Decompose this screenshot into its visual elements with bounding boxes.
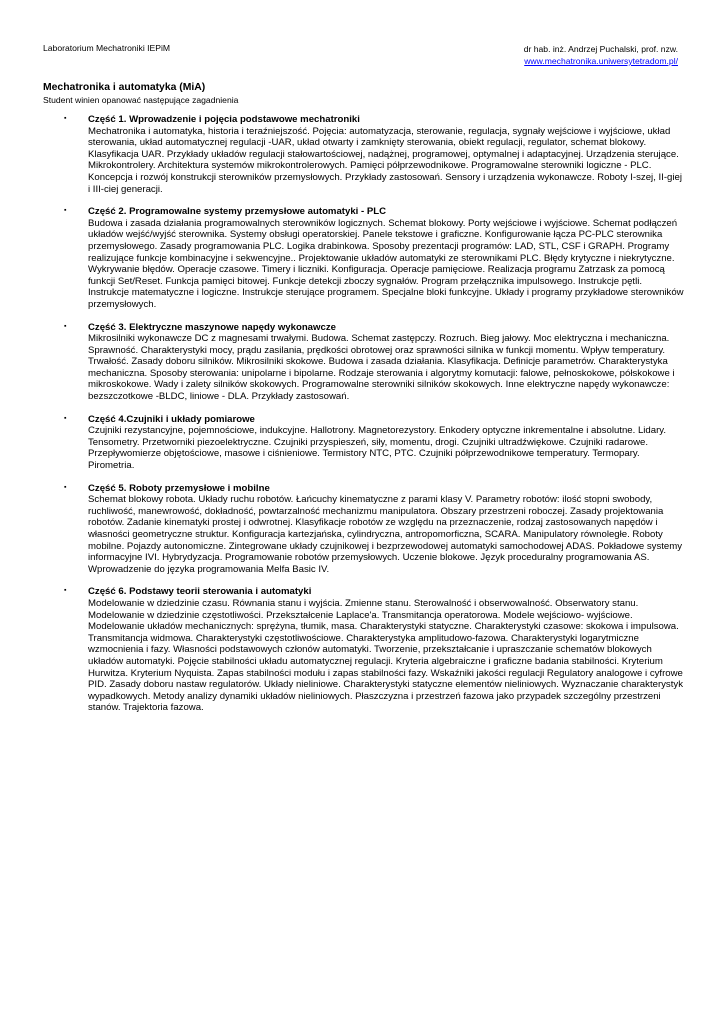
section-title: Część 5. Roboty przemysłowe i mobilne [88, 482, 270, 494]
section-title: Część 6. Podstawy teorii sterowania i automatyki [88, 586, 312, 598]
section-text: Schemat blokowy robota. Układy ruchu robotów. Łańcuchy kinematyczne z parami klasy V. Parametry robotów: ilość stopni swobody, ruchliwość, manewrowość, dokładność, powtarzalność mechanizmu manipulatora. Obszary przestrzeni roboczej. Zasady projektowania robotów. Zadanie kinematyki prostej i odwrotnej. Klasyfikacje robotów ze względu na przeznaczenie, rodzaj zastosowanych napędów i własności geometryczne struktur. Konfiguracja kartezjańska, cylindryczna, antropomorficzna, SCARA. Manipulatory równoległe. Roboty mobilne. Pojazdy autonomiczne. Zintegrowane układy czujnikowej i bezprzewodowej automatyki samochodowej ADAS. Pokładowe systemy informacyjne IVI. Hybrydyzacja. Programowanie robotów przemysłowych. Uczenie blokowe. Język proceduralny programowania AS. Wprowadzenie do języka programowania Melfa Basic IV. [88, 494, 683, 575]
document-subtitle: Student winien opanować następujące zagadnienia [43, 95, 239, 105]
section-text: Czujniki rezystancyjne, pojemnościowe, indukcyjne. Hallotrony. Magnetorezystory. Enkodery optyczne inkrementalne i absolutne. Lidary. Tensometry. Przetworniki piezoelektryczne. Czujniki przyspieszeń, siły, momentu, drogi. Czujniki ultradźwiękowe. Czujniki radarowe. Przepływomierze objętościowe, masowe i ciśnieniowe. Termistory NTC, PTC. Czujniki półprzewodnikowe temperatury. Termopary. Pirometria. [88, 425, 667, 472]
section-3 [64, 322, 684, 403]
section-2 [64, 206, 684, 310]
document-title: Mechatronika i automatyka (MiA) [43, 82, 206, 93]
header-lab-name: Laboratorium Mechatroniki IEPiM [43, 43, 171, 53]
header-author: dr hab. inż. Andrzej Puchalski, prof. nzw. [523, 44, 678, 54]
bullet-icon: ▪ [64, 115, 67, 122]
section-title: Część 1. Wprowadzenie i pojęcia podstawowe mechatroniki [88, 114, 360, 125]
section-text: Mechatronika i automatyka, historia i teraźniejszość. Pojęcia: automatyzacja, sterowanie, regulacja, sygnały wejściowe i wyjściowe, układ sterowania, układ automatycznej regulacji -UAR, układ otwarty i zamknięty sterowania, obiekt regulacji, regulator, schemat blokowy. Klasyfikacja UAR. Przykłady układów regulacji stałowartościowej, nadążnej, programowej, optymalnej i adaptacyjnej. Urządzenia sterujące. Mikrokontrolery. Architektura systemów mikrokontrolerowych. Pamięci półprzewodnikowe. Programowalne sterowniki logiczne - PLC. Koncepcja i rozwój konstrukcji sterowników przemysłowych. Przykłady zastosowań. Sensory i urządzenia wykonawcze. Roboty I-szej, II-giej i III-ciej generacji. [88, 125, 682, 195]
bullet-icon: ▪ [64, 483, 67, 491]
section-5 [64, 483, 684, 576]
section-text: Mikrosilniki wykonawcze DC z magnesami trwałymi. Budowa. Schemat zastępczy. Rozruch. Bieg jałowy. Moc elektryczna i mechaniczna. Sprawność. Charakterystyki mocy, prądu zasilania, prędkości obrotowej oraz sprawności silnika w funkcji momentu. Wpływ temperatury. Trwałość. Zasady doboru silników. Mikrosilniki skokowe. Budowa i zasada działania. Klasyfikacja. Definicje parametrów. Charakterystyka mechaniczna. Sposoby sterowania: unipolarne i bipolarne. Rodzaje sterowania i algorytmy komutacji: falowe, pełnoskokowe, półskokowe i mikroskokowe. Wady i zalety silników skokowych. Programowalne sterowniki silników skokowych. Inne elektryczne napędy wykonawcze: bezszczotkowe -BLDC, liniowe - DLA. Przykłady zastosowań. [88, 333, 675, 403]
section-title: Część 2. Programowalne systemy przemysłowe automatyki - PLC [88, 206, 387, 218]
section-title: Część 3. Elektryczne maszynowe napędy wykonawcze [88, 321, 336, 333]
section-4 [64, 414, 684, 472]
section-6 [64, 586, 684, 714]
bullet-icon: ▪ [64, 322, 67, 330]
header-website-link[interactable]: www.mechatronika.uniwersytetradom.pl/ [524, 56, 678, 66]
bullet-icon: ▪ [64, 414, 67, 422]
sections-list [64, 114, 684, 725]
section-title: Część 4.Czujniki i układy pomiarowe [88, 413, 255, 425]
section-1 [64, 114, 684, 195]
section-text: Budowa i zasada działania programowalnych sterowników logicznych. Schemat blokowy. Porty wejściowe i wyjściowe. Schemat podłączeń układów wejść/wyjść sterownika. Systemy obsługi operatorskiej. Panele tekstowe i graficzne. Konfigurowanie łącza PC-PLC sterownika przemysłowego. Zasady programowania PLC. Logika drabinkowa. Sposoby prezentacji programów: LAD, STL, CSF i GRAPH. Programy realizujące funkcje kombinacyjne i sekwencyjne.. Projektowanie układów automatyki ze sterownikami PLC. Błędy krytyczne i niekrytyczne. Wykrywanie błędów. Operacje czasowe. Timery i liczniki. Konfiguracja. Operacje pamięciowe. Realizacja programu Zatrzask za pomocą funkcji Set/Reset. Funkcja pamięci bitowej. Funkcje detekcji zboczy sygnałów. Program przełącznika impulsowego. Instrukcje pętli. Instrukcje matematyczne i logiczne. Instrukcje sterujące programem. Specjalne bloki funkcyjne. Układy i programy przykładowe sterowników przemysłowych. [88, 217, 684, 310]
bullet-icon: ▪ [64, 207, 67, 215]
section-text: Modelowanie w dziedzinie czasu. Równania stanu i wyjścia. Zmienne stanu. Sterowalność i obserwowalność. Obserwatory stanu. Modelowanie w dziedzinie częstotliwości. Przekształcenie Laplace'a. Transmitancja operatorowa. Modele wejściowo- wyjściowe. Modelowanie układów mechanicznych: sprężyna, tłumik, masa. Charakterystyki statyczne. Charakterystyki czasowe: skokowa i impulsowa. Transmitancja widmowa. Charakterystyki częstotliwościowe. Charakterystyka amplitudowo-fazowa. Charakterystyki logarytmiczne wzmocnienia i fazy. Własności podstawowych członów automatyki. Tworzenie, przekształcanie i upraszczanie schematów blokowych układów automatyki. Pojęcie stabilności układu automatycznej regulacji. Kryteria algebraiczne i graficzne badania stabilności. Kryterium Hurwitza. Kryterium Nyquista. Zapas stabilności modułu i zapas stabilności fazy. Wskaźniki jakości regulacji Regulatory analogowe i cyfrowe PID. Zasady doboru nastaw regulatorów. Układy nieliniowe. Charakterystyki statyczne elementów nieliniowych. Wyznaczanie charakterystyk wypadkowych. Metody analizy dynamiki układów nieliniowych. Płaszczyzna i przestrzeń fazowa jako przypadek szczególny przestrzeni stanów. Trajektoria fazowa. [88, 597, 683, 714]
header-author-block [524, 43, 678, 67]
bullet-icon: ▪ [64, 587, 67, 595]
